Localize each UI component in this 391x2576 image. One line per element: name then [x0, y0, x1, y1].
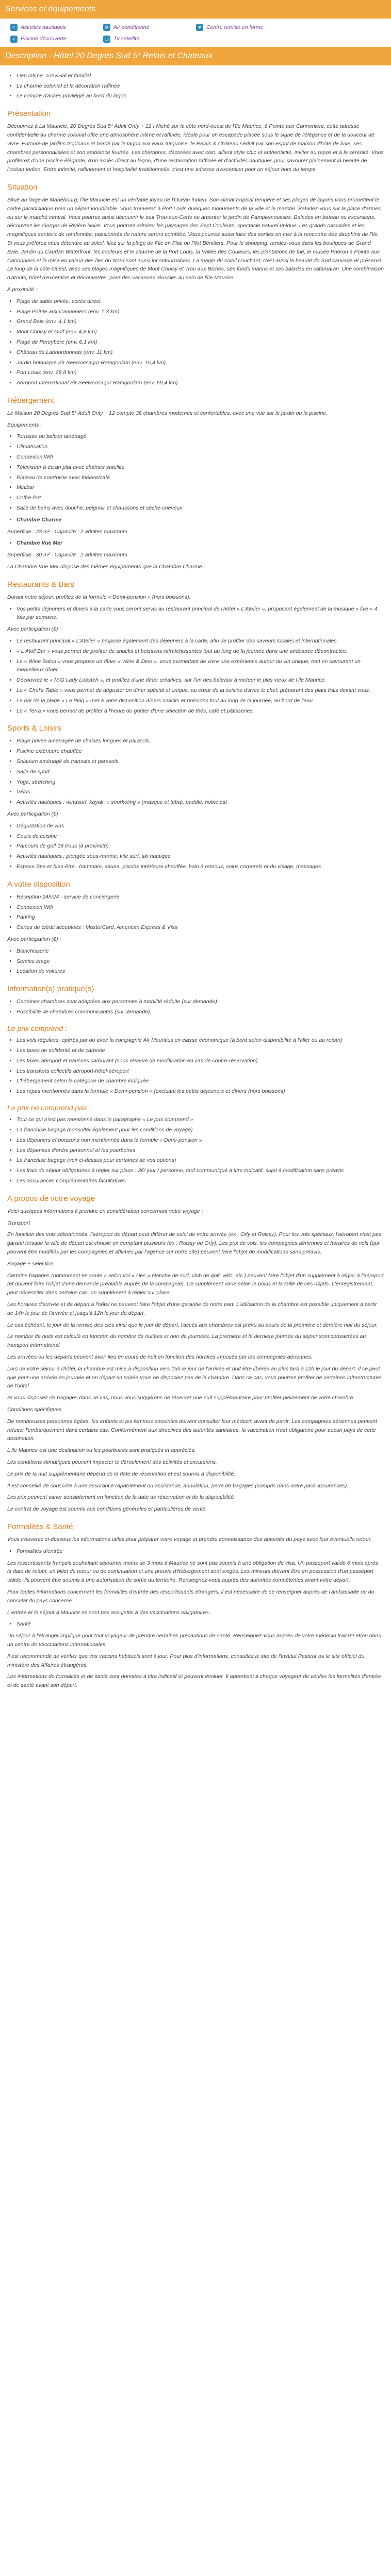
list-item: • Lieu intime, convivial et familial — [17, 72, 384, 80]
list-item: • Port Louis (env. 28,8 km) — [17, 368, 384, 377]
paragraph: Lors de votre séjour à l'hôtel, la chambre est mise à disposition vers 15h le jour de l'arrivée et doit être libérée au plus tard à 12h le jour du départ. Il se peut que pour une arrivée en journée et un départ en soirée vous ne disposiez pas de la chambre. Dans ce cas, vous pourrez profiter de certaines infrastructures de l'hôtel. — [7, 1365, 382, 1389]
paragraph: Certains bagages (notamment en soute « selon vol » / les « planche de surf, club de golf, vélo, etc.) peuvent faire l'objet d'un supplément à régler à l'aéroport (et doivent faire l'objet d'une demande préalable auprès de la compagnie). Ce supplément varie selon le poids et la taille de ces objets. L'enregistrement, peut nécessiter dans certains cas, un supplément à régler sur place. — [7, 1272, 384, 1296]
list-item: • Salle de sport — [17, 768, 384, 776]
paragraph: En fonction des vols sélectionnés, l'aéroport de départ peut différer de celui de votre arrivée (ex : Orly et Roissy). Pour les vols spéciaux, l'aéroport n'est pas garanti lorsque la ville de départ est choisie en comptant plusieurs (ex : Roissy ou Orly). Les prix de vols, les compagnies aériennes et horaires de vols (qui peuvent être modifiés par les compagnies et affichés par l'agence sur notre site) peuvent faire l'objet de modifications sans préavis. — [7, 1231, 382, 1256]
situation-text: Situé au large de Mahébourg, l'île Mauricie est un véritable joyau de l'Océan Indien. Son climat tropical tempéré et ses plages de lagons vous promettent le cadre paradisiaque pour un séjour inoubliable. Vous trouverez à Port Louis quelques monuments de la ville et le marché. Baladez-vous sur la place d'armes ou sur le marché central. Vous pourrez aussi découvrir le tout Trou-aux-Cerfs ou arpenter le jardin de Pamplemousses. Balades en bateau ou excursions, découvrez les Gorges de Rivière Noire. Vous pourrez admirer les paysages des Sept Couleurs, spectacle naturel unique. Les grands cascades et les magnifiques sentiers de randonnée, passionnés de nature seront comblés. Vous pourrez aussi faire des sorties en mer à la rencontre des dauphins de l'île. Si vous préférez vous détendre au soleil, filez sur la plage de Flic en Flac ou l'îlot Bénitiers. Pour le shopping, rendez-vous dans les boutiques de Grand Baie. Jardin du Caudan Waterfront, les couleurs et le charme de la Port Louis, la Vallée des Couleurs, les plantations de thé, le musée Pheron à Pointe aux Canonniers et la mise en valeur des îles du Nord sont aussi incontournables. La magie du soleil couchant, c'est aussi la beauté du Sud sauvage et préservé. Le long de la côte Ouest, avec ses plages magnifiques de Mont Choisy et Trou aux Biches, ses fonds marins et ses balades en catamaran. Une combinaison d'atouts, hôtel d'exception et découvertes, pour des vacances réussies au sein de l'île Maurice. — [7, 196, 384, 281]
list-item: • La franchise bagage (consulter également pour les conditions de voyage) — [17, 1126, 384, 1134]
list-item: • Terrasse ou balcon aménagé — [17, 432, 384, 441]
list-item: • Les vols réguliers, opérés par ou avec la compagnie Air Mauritius en classe économique (à bord selon disponibilité à l'aller ou au retour) — [17, 1036, 384, 1045]
apropos-title: A propos de votre voyage — [7, 1194, 95, 1203]
list-item: • Minibar — [17, 483, 384, 492]
non-compris-title: Le prix ne comprend pas : — [7, 1103, 91, 1112]
list-item: • Salle de bains avec douche, peignoir et chaussons et sèche-cheveux — [17, 504, 384, 513]
restaurants-title: Restaurants & Bars — [7, 580, 75, 589]
description-content — [0, 65, 391, 1703]
formalites-p5: Un séjour à l'étranger implique pour tout voyageur de prendre certaines précautions de santé. Renseignez-vous auprès de votre médecin traitant et/ou dans un centre de vaccinations internationales. — [7, 1633, 381, 1648]
disposition-paid-list — [17, 947, 384, 976]
tv-icon: ▭ — [103, 36, 110, 43]
list-item: • Tout ce qui n'est pas mentionné dans le paragraphe « Le prix comprend » — [17, 1115, 384, 1124]
disposition-paid-title: Avec participation (€) : — [7, 936, 61, 942]
list-item: • Parking — [17, 913, 384, 922]
list-item: • Cartes de crédit acceptées : MasterCard, American Express & Visa — [17, 923, 384, 932]
info-title: Information(s) pratique(s) — [7, 985, 94, 994]
paragraph: Les prix peuvent varier sensiblement en fonction de la date de réservation et de la disponibilité. — [7, 1494, 235, 1501]
list-item: • Espace Spa et bien-être : hammam, sauna, piscine intérieure chauffée, bain à remous, soins corporels et du visage, massages — [17, 862, 384, 871]
list-item: • Connexion Wifi — [17, 453, 384, 462]
list-item: • Les taxes de solidarité et de carbone — [17, 1046, 384, 1055]
list-item: • Découvrez le « M.G Lady Lobsteh », et profitez d'une dîner créatives, sur l'un des bateaux à moteur le plus vieux de l'île Maurice. — [17, 676, 384, 685]
list-item: • Yoga, stretching — [17, 778, 384, 787]
service-label: Centre remise en forme — [206, 24, 264, 30]
sports-paid-title: Avec participation (€) : — [7, 810, 61, 817]
list-item: • Jardin botanique Sir Seewoosagur Ramgoolam (env. 15,4 km) — [17, 359, 384, 367]
services-icons — [0, 19, 391, 47]
transport-title: Transport — [7, 1219, 30, 1226]
list-item: • Le bar de la plage « La Plag » met à votre disposition dîners snacks et boissons tout au long de la journée, au bord de l'eau. — [17, 697, 384, 705]
list-item: • Dégustation de vins — [17, 822, 384, 831]
sports-title: Sports & Loisirs — [7, 724, 62, 733]
list-item: • Blanchisserie — [17, 947, 384, 956]
list-item: • Le restaurant principal « L'Atelier » propose également des déjeuners à la carte, afin de profiter des saveurs locales et internationales. — [17, 637, 384, 646]
intro-list — [17, 72, 384, 100]
list-item: • « L'Atoll Bar » vous permet de profiter de snacks et boissons rafraîchissantes tout au long de la journée dans une ambiance décontractée. — [17, 647, 384, 656]
list-item: • Le « Chef's Table » vous permet de déguster un dîner spécial et unique, au cœur de la cuisine d'avec le chef, préparant des plats frais devant vous. — [17, 686, 384, 695]
restaurants-intro: Durant votre séjour, profitez de la formule « Demi-pension » (hors boissons). — [7, 594, 191, 600]
list-item: • L'hébergement selon la catégorie de chambre indiquée — [17, 1077, 384, 1086]
hebergement-intro: Le Maison 20 Degrés Sud 5* Adult Only + 12 compte 36 chambres modernes et confortables, avec une vue sur le jardin ou la piscine. — [7, 410, 328, 416]
services-header: Services et équipements — [0, 0, 391, 19]
list-item: • Vélos — [17, 788, 384, 796]
list-item: • Climatisation — [17, 443, 384, 451]
list-item: • Plage de Pereybère (env. 6,1 km) — [17, 338, 384, 347]
service-label: Tv satellite — [113, 36, 140, 42]
paragraph: Si vous disposez de bagages dans ce cas, nous vous suggérons de réserver une nuit supplémentaire pour profiter pleinement de votre chambre. — [7, 1395, 355, 1401]
nearby-title: A proximité : — [7, 286, 37, 293]
formalites-p6: Il est recommandé de vérifier que vos vaccins habituels sont à jour. Pour plus d'informations, consultez le site de l'Institut Pasteur ou le site officiel du ministère des Affaires étrangères. — [7, 1653, 365, 1668]
list-item: • Les transferts collectifs aéroport-hôtel-aéroport — [17, 1067, 384, 1076]
paragraph: Les horaires d'arrivée et de départ à l'hôtel ne peuvent faire l'objet d'une garantie de notre part. L'utilisation de la chambre est possible uniquement à partir de 14h le jour de l'arrivée et jusqu'à 12h le jour du départ. — [7, 1301, 377, 1316]
formalites-p4: L'entrée et le séjour à Maurice ne sont pas assujettis à des vaccinations obligatoires. — [7, 1609, 210, 1616]
list-item: • Téléviseur à écran plat avec chaînes satellite — [17, 463, 384, 472]
list-item: • Plage de sable privée, accès direct — [17, 297, 384, 306]
paragraph: Le nombre de nuits est calculé en fonction du nombre de nuitées et non de journées. La première et la dernière journée du séjour sont consacrées au transport international. — [7, 1333, 366, 1349]
paragraph: Les arrivées ou les départs peuvent avoir lieu en cours de nuit en fonction des horaires imposés par les compagnies aériennes. — [7, 1354, 313, 1361]
list-item: • Certaines chambres sont adaptées aux personnes à mobilité réduite (sur demande). — [17, 997, 384, 1006]
service-pool — [10, 35, 103, 43]
equip-title: Equipements : — [7, 421, 42, 428]
list-item: • Le compte d'accès privilégié au bord du lagon — [17, 92, 384, 100]
info-list — [17, 997, 384, 1016]
equip-list — [17, 432, 384, 512]
presentation-text: Découvrez à La Mauricie, 20 Degrés Sud 5* Adult Only + 12 ! Niché sur la côte nord-ouest de l'île Maurice, à Pointe aux Cannoniers, cette adresse confidentielle au charme colonial offre une atmosphère intime et raffinée, idéale pour un escapade placée sous le signe de l'élégance et de la douceur de vivre. Entouré de jardins tropicaux et bordé par le lagon aux eaux turquoise, le Relais & Château séduit par son esprit de maison d'hôte de luxe, ses chambres personnalisées et son ambiance feutrée. Les chambres, décorées avec soin, allient style chic et authenticité, inviter au repos et à la sérénité. Vous profiterez d'une piscine élégante, d'un accès direct au lagon, d'une restauration raffinée et d'activités nautiques pour savourer pleinement la beauté de l'océan Indien. Entre intimité, raffinement et hospitalité traditionnelle, c'est une adresse d'exception pour un séjour hors du temps. — [7, 123, 384, 173]
list-item: • Les assurances complémentaires facultatives — [17, 1177, 384, 1185]
formalites-list-title: • Formalités d'entrée — [17, 1547, 384, 1556]
list-item: • Grand Baie (env. 4,1 km) — [17, 317, 384, 326]
room2-title: • Chambre Vue Mer — [17, 539, 384, 548]
hebergement-title: Hébergement — [7, 396, 54, 405]
sante-title: • Santé — [17, 1620, 384, 1629]
paragraph: Le prix de la nuit supplémentaire dépend de la date de réservation et est soumis à disponibilité. — [7, 1470, 236, 1477]
list-item: • Le « Wine Salon » vous propose un dîner « Wine & Dine », vous permettant de vivre une expérience autour du vin unique, tout en savourant un merveilleux dîner. — [17, 657, 384, 675]
formalites-p3: Pour toutes informations concernant les formalités d'entrée des ressortissants étrangers, il est nécessaire de se renseigner auprès de l'ambassade ou du consulat du pays concerné. — [7, 1588, 374, 1604]
list-item: • Solarium aménagé de transats et parasols — [17, 757, 384, 766]
list-item: • Mont Choisy et Golf (env. 4,8 km) — [17, 328, 384, 336]
paragraph: De nombreuses personnes âgées, les enfants et les femmes enceintes doivent consulter leur médecin avant de partir. Les compagnies aériennes peuvent refuser l'embarquement dans certains cas. Conformément aux directives des autorités sanitaires, la vaccination n'est obligatoire pour aucun pays de cette destination. — [7, 1418, 377, 1442]
sports-paid-list — [17, 822, 384, 871]
list-item: • Château de Labourdonnais (env. 11 km) — [17, 348, 384, 357]
paragraph: Conditions spécifiques — [7, 1406, 62, 1413]
list-item: • Plage Pointe aux Cannoniers (env. 1,3 km) — [17, 308, 384, 316]
list-item: • Les dépenses d'ordre personnel et les pourboires — [17, 1146, 384, 1155]
room2-text: Superficie : 30 m² - Capacité : 2 adultes maximum — [7, 552, 127, 558]
list-item: • Les repas mentionnés dans la formule « Demi-pension » (excluant les petits déjeuners et dîners (hors boissons) — [17, 1087, 384, 1096]
paragraph: Le contrat de voyage est soumis aux conditions générales et particulières de vente. — [7, 1506, 207, 1513]
list-item: • Plage privée aménagée de chaises longues et parasols — [17, 737, 384, 745]
room1-title: • Chambre Charme — [17, 516, 384, 524]
description-header: Description - Hôtel 20 Degrés Sud 5* Relais et Chateaux — [0, 47, 391, 65]
list-item: • Service étage — [17, 957, 384, 966]
apropos-intro: Voici quelques informations à prendre en considération concernant votre voyage : — [7, 1208, 203, 1214]
paragraph: Il est conseillé de souscrire à une assurance rapatriement ou assistance, annulation, perte de bagages (compris dans notre pack assurances). — [7, 1482, 349, 1489]
list-item: • Aéroport International Sir Seewoosagur Ramgoolam (env. 69,4 km) — [17, 379, 384, 387]
formalites-p1: Vous trouverez ci-dessous les informations utiles pour préparer votre voyage et prendre connaissance des autorités du pays avec leur éventuelle retour. — [7, 1536, 372, 1543]
list-item: • Activités nautiques : plongée sous-marine, kite surf, ski nautique — [17, 852, 384, 861]
list-item: • La charme colonial et la décoration raffinée — [17, 82, 384, 91]
list-item: • Coffre-fort — [17, 494, 384, 502]
disposition-free-list — [17, 893, 384, 932]
service-label: Air conditionné — [113, 24, 150, 30]
activities-icon: ≈ — [10, 24, 18, 31]
list-item: • Les déjeuners et boissons non mentionnés dans la formule « Demi-pension » — [17, 1136, 384, 1145]
restaurants-p1: • Vos petits déjeuners et dîners à la carte vous seront servis au restaurant principal de l'hôtel « L'Atelier », proposant également de la musique « live » 4 fois par semaine. — [17, 605, 384, 622]
list-item: • Parcours de golf 18 trous (à proximité) — [17, 842, 384, 851]
apropos-paras — [7, 1230, 384, 1514]
service-label: Activités nautiques — [21, 24, 66, 30]
pool-icon: ≈ — [10, 36, 18, 43]
list-item: • Piscine extérieure chauffée — [17, 747, 384, 756]
list-item: • Location de voitures — [17, 967, 384, 976]
list-item: • Possibilité de chambres communicantes (sur demande). — [17, 1008, 384, 1016]
list-item: • Le « Terra » vous permet de profiter à l'heure du goûter d'une sélection de thés, café et pâtisseries. — [17, 707, 384, 716]
room1-text: Superficie : 23 m² - Capacité : 2 adultes maximum — [7, 528, 127, 535]
service-fitness — [196, 23, 289, 32]
nearby-list — [17, 297, 384, 387]
formalites-p2: Les ressortissants français souhaitant séjourner moins de 3 mois à Maurice ne sont pas soumis à une obligation de visa. Un passeport valide 6 mois après la date de retour, un billet de retour ou de continuation et une preuve d'hébergement sont exigés. Les mineurs doivent être en possession d'un passeport valide, ils peuvent être soumis à une autorisation de sortie du territoire. Renseignez-vous auprès des autorités compétentes avant votre départ. — [7, 1560, 379, 1584]
list-item: • Activités nautiques : windsurf, kayak, « snorkeling » (masque et tuba), paddle, hobie cat — [17, 798, 384, 807]
disposition-title: A votre disposition — [7, 879, 70, 889]
service-aircon — [103, 23, 196, 32]
formalites-p7: Les informations de formalités et de santé sont données à titre indicatif et peuvent évoluer. Il appartient à chaque voyageur de vérifier les formalités d'entrée et de santé avant son départ. — [7, 1673, 381, 1689]
sports-free-list — [17, 737, 384, 807]
presentation-title: Présentation — [7, 109, 51, 118]
paragraph: L'Ile Maurice est une destination où les pourboires sont pratiqués et appréciés. — [7, 1447, 196, 1454]
formalites-title: Formalités & Santé — [7, 1522, 73, 1531]
list-item: • La franchise bagage (voir ci-dessus pour certaines de vos options) — [17, 1156, 384, 1165]
paragraph: Bagage + sélection — [7, 1260, 54, 1267]
compris-title: Le prix comprend : — [7, 1024, 67, 1032]
list-item: • Cours de cuisine — [17, 832, 384, 841]
paragraph: Les conditions climatiques peuvent impacter le déroulement des activités et excursions. — [7, 1459, 217, 1465]
service-activities — [10, 23, 103, 32]
situation-title: Situation — [7, 182, 38, 192]
fitness-icon: ♥ — [196, 24, 203, 31]
non-compris-list — [17, 1115, 384, 1185]
list-item: • Les frais de séjour obligatoires à régler sur place : 3€/ jour / personne, tarif communiqué à titre indicatif, sujet à modification sans préavis — [17, 1166, 384, 1175]
paragraph: Le cas échéant, le jour de la remise des clés ainsi que le jour de départ, l'accès aux chambres est prévu au cours de la première et dernière nuit du séjour. — [7, 1321, 378, 1328]
compris-list — [17, 1036, 384, 1096]
list-item: • Réception 24h/24 - service de conciergerie — [17, 893, 384, 902]
list-item: • Connexion Wifi — [17, 903, 384, 912]
restaurants-list — [17, 637, 384, 715]
aircon-icon: ❄ — [103, 24, 110, 31]
restaurants-avec-title: Avec participation (€) : — [7, 626, 61, 633]
room2-note: La Chambre Vue Mer dispose des mêmes équipements que la Chambre Charme. — [7, 564, 204, 570]
service-tv — [103, 35, 196, 43]
list-item: • Les taxes aéroport et hausses carburant (sous réserve de modification en cas de contre-réservation) — [17, 1057, 384, 1065]
service-label: Piscine découverte — [21, 36, 67, 42]
list-item: • Plateau de courtoisie avec théière/café — [17, 473, 384, 482]
